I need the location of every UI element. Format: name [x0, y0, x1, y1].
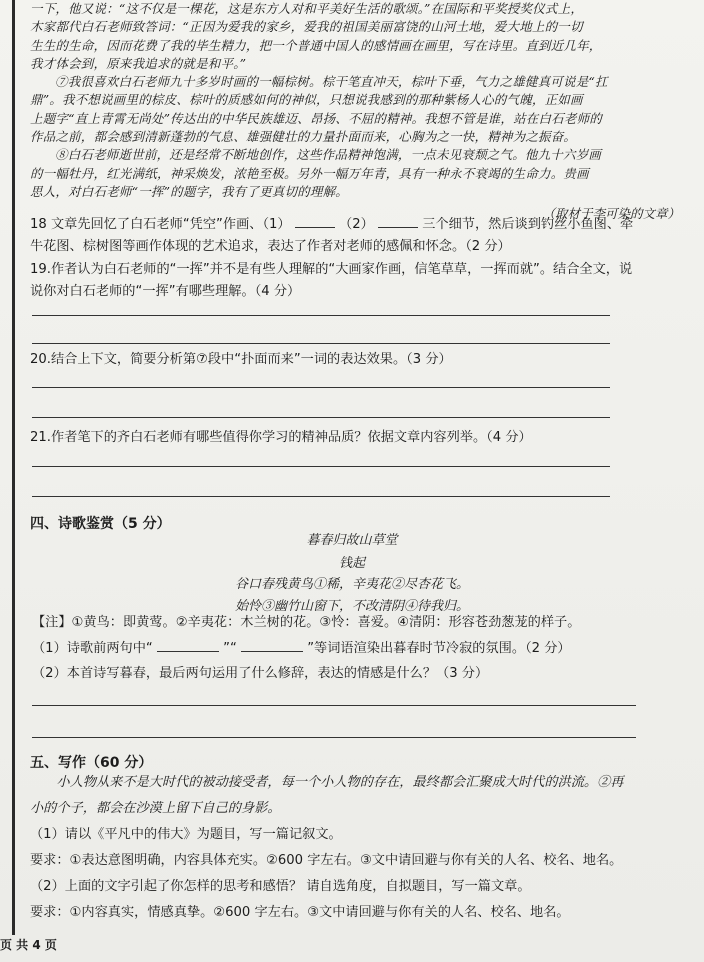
- poem-title: 暮春归故山草堂: [306, 533, 398, 548]
- prompt-intro-line: 小的个子，都会在沙漠上留下自己的身影。: [30, 801, 281, 816]
- passage-source: （取材于李可染的文章）: [542, 206, 680, 221]
- passage-line: 一下，他又说：“这不仅是一棵花，这是东方人对和平美好生活的歌颂。”在国际和平奖授奖仪式上，: [30, 1, 584, 16]
- writing-prompt: [30, 770, 690, 926]
- q18-blank-1[interactable]: [295, 215, 335, 228]
- answer-line-poem[interactable]: [32, 705, 636, 706]
- question-18: [30, 214, 690, 236]
- poem-question-2: （2）本首诗写暮春，最后两句运用了什么修辞，表达的情感是什么？（3 分）: [32, 666, 489, 681]
- poem-question-1: [32, 638, 692, 660]
- question-21: 21.作者笔下的齐白石老师有哪些值得你学习的精神品质？依据文章内容列举。（4 分）: [30, 430, 532, 445]
- q18-blank-2[interactable]: [378, 215, 418, 228]
- prompt-requirement-1: 要求：①表达意图明确，内容具体充实。②600 字左右。③文中请回避与你有关的人名、校名、地名。: [30, 853, 623, 868]
- q18-text-post: 三个细节，然后谈到钓丝小鱼图、牵: [422, 217, 634, 232]
- question-20: 20.结合上下文，简要分析第⑦段中“扑面而来”一词的表达效果。（3 分）: [30, 352, 452, 367]
- section-5-title: 五、写作（60 分）: [30, 755, 153, 771]
- q18-text-mid: （2）: [339, 217, 374, 232]
- prompt-option-2: （2）上面的文字引起了你怎样的思考和感悟？ 请自选角度，自拟题目，写一篇文章。: [30, 879, 531, 894]
- passage-para7-line: 上题字“直上青霄无尚处”传达出的中华民族雄迈、昂扬、不屈的精神。我想不管是谁，站在白石老师的: [30, 110, 602, 126]
- question-19-line1: 19.作者认为白石老师的“一挥”并不是有些人理解的“大画家作画，信笔草草，一挥而就”。结合全文，说: [30, 262, 633, 277]
- pq1-pre: （1）诗歌前两句中“: [32, 641, 153, 656]
- pq1-blank-1[interactable]: [157, 639, 219, 652]
- answer-line-q21[interactable]: [32, 496, 610, 497]
- answer-line-q21[interactable]: [32, 466, 610, 467]
- poem-author: 钱起: [338, 556, 365, 571]
- answer-line-q20[interactable]: [32, 417, 610, 418]
- poem-note: 【注】①黄鸟：即黄莺。②辛夷花：木兰树的花。③怜：喜爱。④清阴：形容苍劲葱茏的样子。: [32, 615, 581, 630]
- answer-line-q19[interactable]: [32, 315, 610, 316]
- pq1-post: ”等词语渲染出暮春时节冷寂的氛围。（2 分）: [307, 641, 571, 656]
- answer-line-poem[interactable]: [32, 737, 636, 738]
- prompt-requirement-2: 要求：①内容真实，情感真挚。②600 字左右。③文中请回避与你有关的人名、校名、地名。: [30, 905, 570, 920]
- section-4-title: 四、诗歌鉴赏（5 分）: [30, 516, 171, 532]
- q18-line2: 牛花图、棕树图等画作体现的艺术追求，表达了作者对老师的感佩和怀念。（2 分）: [30, 239, 511, 254]
- passage-para7-line: 鼎”。我不想说画里的棕皮、棕叶的质感如何的神似，只想说我感到的那种紫杨人心的气魄，正如画: [30, 92, 583, 108]
- passage-line: 我才体会到，原来我追求的就是和平。”: [30, 55, 247, 71]
- poem-line-2: 始怜③幽竹山窗下，不改清阴④待我归。: [234, 599, 469, 614]
- passage-para8-line: ⑧白石老师逝世前，还是经常不断地创作，这些作品精神饱满，一点未见衰颓之气。他九十六岁画: [55, 147, 602, 163]
- prompt-intro-line: 小人物从来不是大时代的被动接受者，每一个小人物的存在，最终都会汇聚成大时代的洪流。②再: [56, 775, 624, 790]
- passage-para7-line: 作品之前，都会感到清新蓬勃的气息、雄强健壮的力量扑面而来，心胸为之一快，精神为之振奋。: [30, 129, 577, 145]
- answer-line-q20[interactable]: [32, 387, 610, 388]
- passage-para7-line: ⑦我很喜欢白石老师九十多岁时画的一幅棕树。棕干笔直冲天，棕叶下垂，气力之雄健真可说是“扛: [55, 74, 608, 90]
- prompt-option-1: （1）请以《平凡中的伟大》为题目，写一篇记叙文。: [30, 827, 342, 842]
- binding-margin-line: [12, 0, 15, 935]
- poem-line-1: 谷口春残黄鸟①稀，辛夷花②尽杏花飞。: [234, 577, 469, 592]
- passage-line: 生生的生命，因而花费了我的毕生精力，把一个普通中国人的感情画在画里，写在诗里。直到近几年，: [30, 37, 602, 53]
- answer-line-q19[interactable]: [32, 343, 610, 344]
- passage-para8-line: 的一幅牡丹，红光满纸，神采焕发，浓艳至极。另外一幅万年青，具有一种永不衰竭的生命力。贵画: [30, 165, 589, 181]
- passage-line: 木家都代白石老师致答词：“正因为爱我的家乡，爱我的祖国美丽富饶的山河土地，爱大地上的一切: [30, 19, 583, 35]
- pq1-mid: ”“: [223, 641, 237, 656]
- page-footer: 页 共 4 页: [0, 938, 57, 952]
- reading-passage: [30, 0, 690, 201]
- passage-para8-line: 思人，对白石老师“一挥”的题字，我有了更真切的理解。: [30, 183, 348, 199]
- q18-text-pre: 18 文章先回忆了白石老师“凭空”作画、（1）: [30, 217, 291, 232]
- question-19-line2: 说你对白石老师的“一挥”有哪些理解。（4 分）: [30, 284, 301, 299]
- pq1-blank-2[interactable]: [241, 639, 303, 652]
